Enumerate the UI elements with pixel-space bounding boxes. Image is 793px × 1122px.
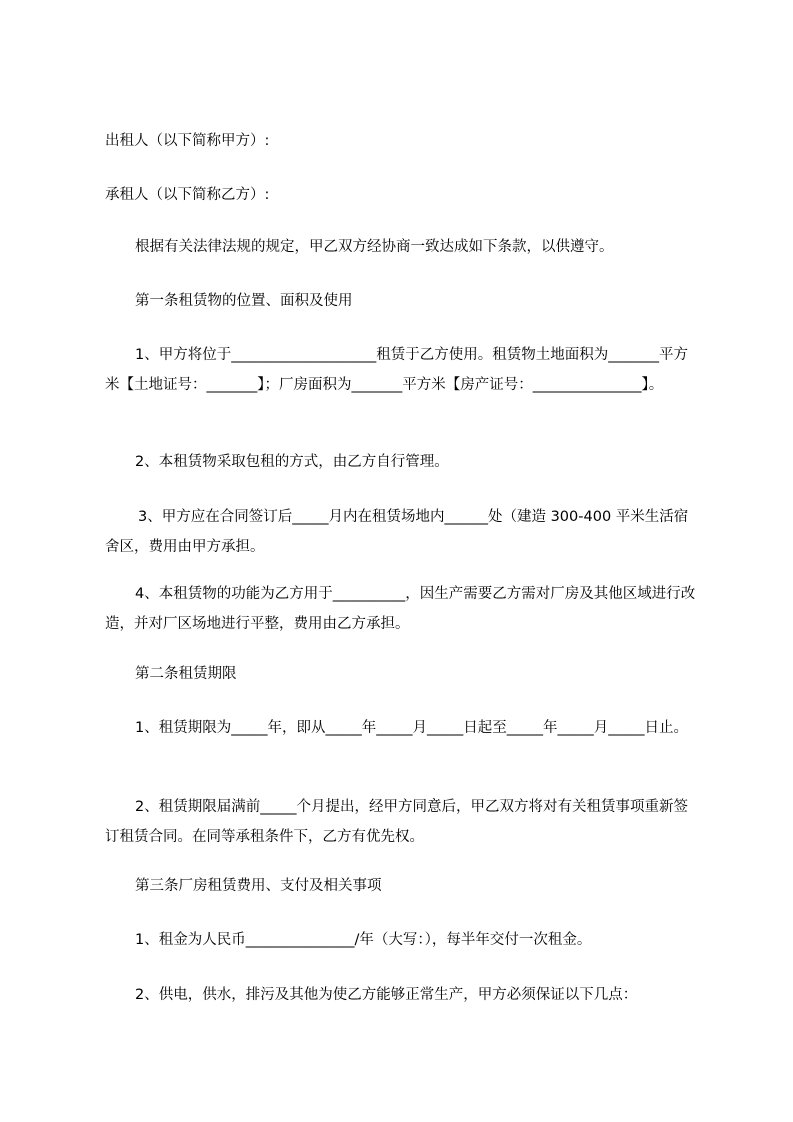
article-3-clause-2: 2、供电，供水，排污及其他为使乙方能够正常生产，甲方必须保证以下几点： [135,987,638,1003]
article-2-heading: 第二条租赁期限 [135,666,237,682]
lessor-line: 出租人（以下简称甲方）: [105,133,270,149]
article-2-clause-2: 2、租赁期限届满前_____个月提出，经甲方同意后，甲乙双方将对有关租赁事项重新签订租赁合同。在同等承租条件下，乙方有优先权。 [105,799,688,845]
article-2-clause-1: 1、租赁期限为_____年，即从_____年_____月_____日起至_____年_____月_____日止。 [135,720,688,736]
article-1-clause-2: 2、本租赁物采取包租的方式，由乙方自行管理。 [135,454,449,470]
lessee-line: 承租人（以下简称乙方）: [105,187,270,203]
article-1-clause-3: 3、甲方应在合同签订后_____月内在租赁场地内______处（建造 300-400 平米生活宿舍区，费用由甲方承担。 [105,509,689,555]
article-1-clause-1: 1、甲方将位于____________________租赁于乙方使用。租赁物土地面积为_______平方米【土地证号：_______】；厂房面积为_______平方米【房产证号：_______________】。 [105,347,688,393]
article-1-heading: 第一条租赁物的位置、面积及使用 [135,293,353,309]
article-3-clause-1: 1、租金为人民币_______________/年（大写：），每半年交付一次租金。 [135,932,592,948]
preamble-paragraph: 根据有关法律法规的规定，甲乙双方经协商一致达成如下条款，以供遵守。 [135,239,614,255]
article-1-clause-4: 4、本租赁物的功能为乙方用于__________，因生产需要乙方需对厂房及其他区域进行改造，并对厂区场地进行平整，费用由乙方承担。 [105,586,696,632]
article-3-heading: 第三条厂房租赁费用、支付及相关事项 [135,878,382,894]
